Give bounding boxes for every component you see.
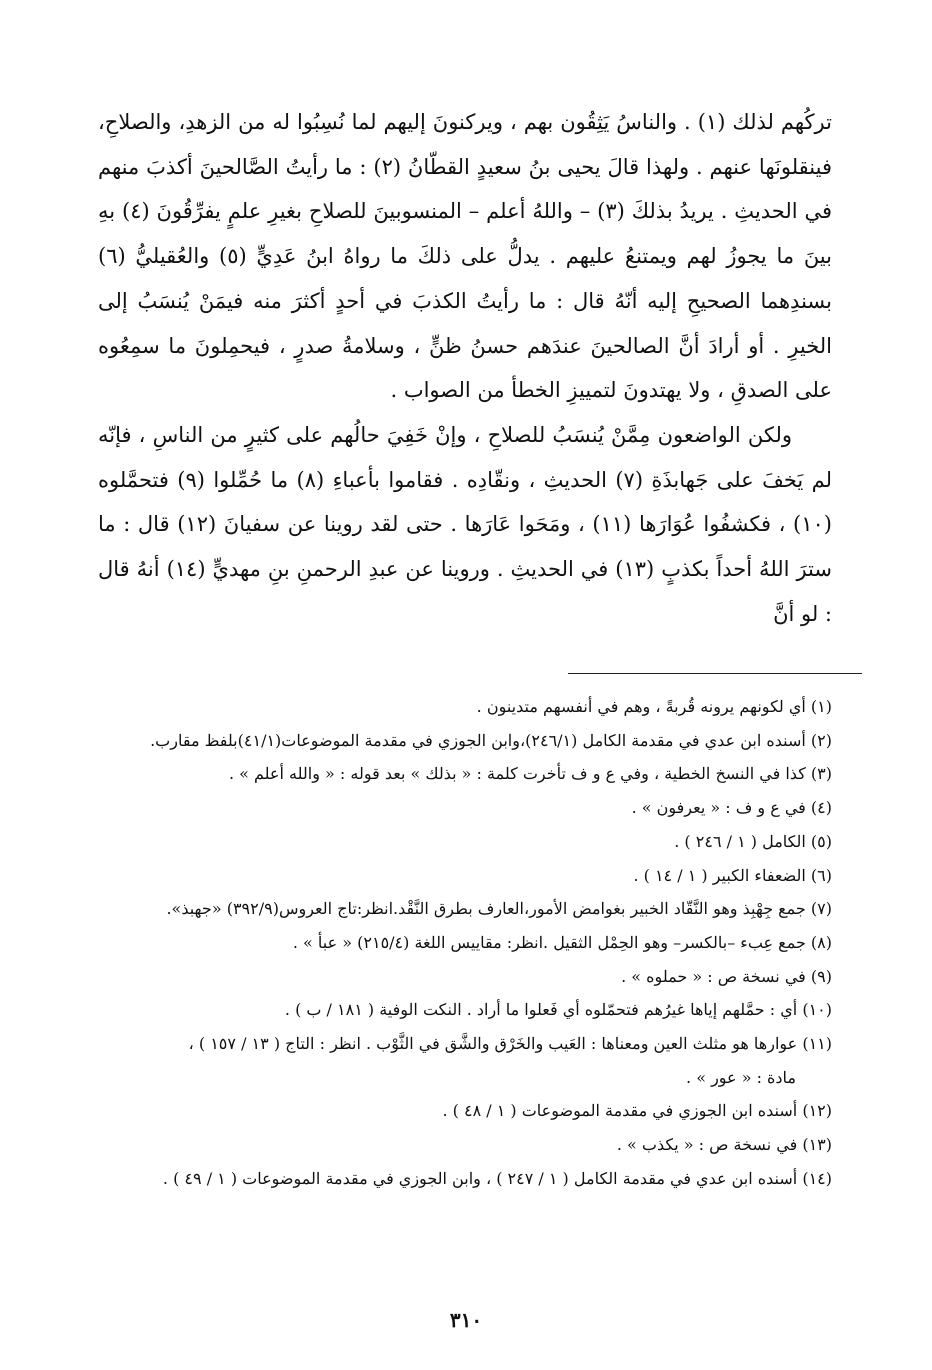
footnote-11-text: (١١) عوارها هو مثلث العين ومعناها : العَيب والخَرْق والشَّق في الثَّوْب . انظر : التاج ( ١٣ / ١٥٧ ) ،: [188, 1034, 832, 1054]
footnote-13: (١٣) في نسخة ص : « يكذب » .: [616, 1135, 832, 1155]
footnote-5: (٥) الكامل ( ١ / ٢٤٦ ) .: [674, 831, 832, 851]
footnote-6: (٦) الضعفاء الكبير ( ١ / ١٤ ) .: [633, 865, 832, 885]
footnote-9: (٩) في نسخة ص : « حملوه » .: [621, 966, 832, 986]
footnote-2: (٢) أسنده ابن عدي في مقدمة الكامل (٢٤٦/١)،وابن الجوزي في مقدمة الموضوعات(٤١/١)بلفظ مقارب.: [150, 730, 832, 750]
page-number: ٣١٠: [449, 1308, 483, 1332]
footnote-11: [96, 1027, 832, 1094]
footnote-8: (٨) جمع عِبء –بالكسر– وهو الحِمْل الثقيل .انظر: مقاييس اللغة (٢١٥/٤) « عبأ » .: [292, 932, 832, 952]
footnote-10: (١٠) أي : حمَّلهم إياها غيرُهم فتحمّلوه أي فَعلوا ما أراد . النكت الوفية ( ١٨١ / ب ) .: [284, 1000, 832, 1020]
body-paragraph-2: ولكن الواضعون مِمَّنْ يُنسَبُ للصلاحِ ، وإنْ خَفِيَ حالُهم على كثيرٍ من الناسِ ، فإنّه لم يَخفَ على جَهابذَةِ (٧) الحديثِ ، ونقّادِه . فقاموا بأعباءِ (٨) ما حُمِّلوا (٩) فتحمَّلوه (١٠) ، فكشفُوا عُوَارَها (١١) ، ومَحَوا عَارَها . حتى لقد روينا عن سفيانَ (١٢) قال : ما سترَ اللهُ أحداً بكذبٍ (١٣) في الحديثِ . وروينا عن عبدِ الرحمنِ بنِ مهديٍّ (١٤) أنهُ قال : لو أنَّ: [98, 422, 832, 626]
footnote-7: (٧) جمع جِهْبِذ وهو النَّقّاد الخبير بغوامض الأمور،العارف بطرق النَّقْد.انظر:تاج العروس(٣٩٢/٩) «جهبذ».: [166, 899, 832, 919]
footnote-14: (١٤) أسنده ابن عدي في مقدمة الكامل ( ١ / ٢٤٧ ) ، وابن الجوزي في مقدمة الموضوعات ( ١ / ٤٩ ) .: [162, 1168, 832, 1188]
footnote-12: (١٢) أسنده ابن الجوزي في مقدمة الموضوعات ( ١ / ٤٨ ) .: [442, 1101, 832, 1121]
main-text: [98, 100, 832, 636]
footnote-separator: [568, 673, 862, 674]
footnote-4: (٤) في ع و ف : « يعرفون » .: [631, 798, 832, 818]
footnote-1: (١) أي لكونهم يرونه قُربةً ، وهم في أنفسهم متدينون .: [476, 697, 832, 716]
footnotes-list: [96, 690, 832, 1196]
body-paragraph-1: تركُهم لذلك (١) . والناسُ يَثِقُون بهم ، ويركنونَ إليهم لما نُسِبُوا له من الزهدِ، والصلاحِ، فينقلونَها عنهم . ولهذا قالَ يحيى بنُ سعيدٍ القطّانُ (٢) : ما رأيتُ الصَّالحينَ أكذبَ منهم في الحديثِ . يريدُ بذلكَ (٣) – واللهُ أعلم – المنسوبينَ للصلاحِ بغيرِ علمٍ يفرِّقُونَ (٤) بهِ بينَ ما يجوزُ لهم ويمتنعُ عليهم . يدلُّ على ذلكَ ما رواهُ ابنُ عَدِيٍّ (٥) والعُقيليُّ (٦) بسندِهما الصحيحِ إليه أنّهُ قال : ما رأيتُ الكذبَ في أحدٍ أكثرَ منه فيمَنْ يُنسَبُ إلى الخيرِ . أو أرادَ أنَّ الصالحينَ عندَهم حسنُ ظنٍّ ، وسلامةُ صدرٍ ، فيحمِلونَ ما سمِعُوه على الصدقِ ، ولا يهتدونَ لتمييزِ الخطأ من الصواب .: [98, 110, 832, 403]
footnote-3: (٣) كذا في النسخ الخطية ، وفي ع و ف تأخرت كلمة : « بذلك » بعد قوله : « والله أعلم » .: [228, 764, 832, 784]
footnote-11-continuation: مادة : « عور » .: [686, 1067, 796, 1087]
